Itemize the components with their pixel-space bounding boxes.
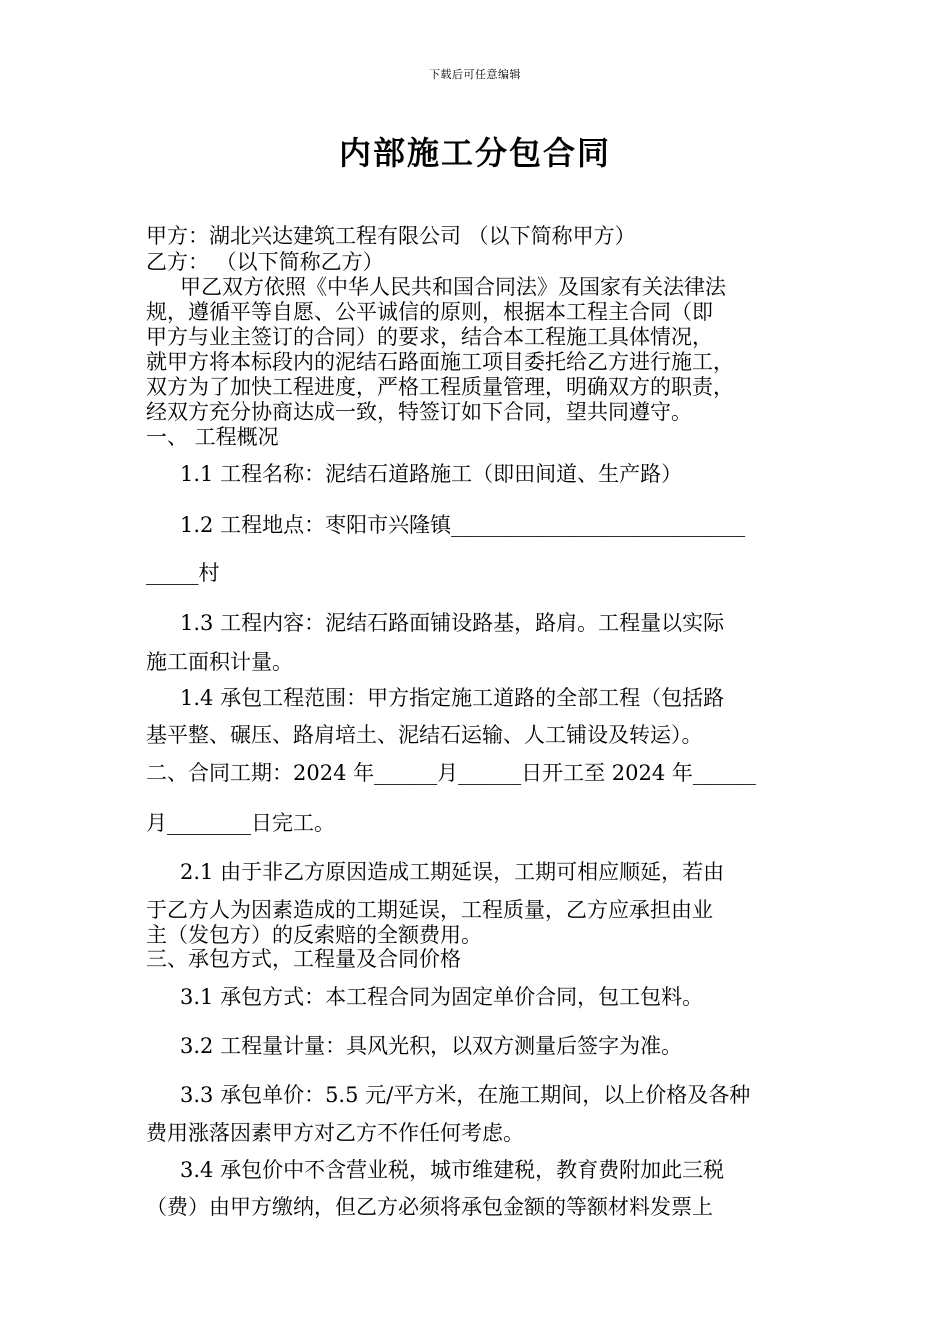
clause-1-1: 1.1 工程名称：泥结石道路施工（即田间道、生产路） [180,462,683,486]
clause-2-1-cont-1: 于乙方人为因素造成的工期延误，工程质量，乙方应承担由业 [146,898,713,922]
section-3-heading: 三、承包方式，工程量及合同价格 [146,947,461,971]
preamble-line-1: 甲乙双方依照《中华人民共和国合同法》及国家有关法律法 [180,275,726,299]
section-2-heading: 二、合同工期：2024 年______月______日开工至 2024 年______ [146,761,756,785]
document-title: 内部施工分包合同 [338,134,611,172]
clause-1-4: 1.4 承包工程范围：甲方指定施工道路的全部工程（包括路 [180,686,725,710]
clause-3-2: 3.2 工程量计量：具风光积，以双方测量后签字为准。 [180,1034,683,1058]
preamble-line-2: 规，遵循平等自愿、公平诚信的原则，根据本工程主合同（即 [146,300,713,324]
preamble-line-6: 经双方充分协商达成一致，特签订如下合同，望共同遵守。 [146,400,692,424]
party-b-line: 乙方： （以下简称乙方） [146,250,384,274]
clause-1-3-cont: 施工面积计量。 [146,650,293,674]
clause-1-2-cont: _____村 [146,561,220,585]
section-1-heading: 一、 工程概况 [146,425,279,449]
clause-1-2: 1.2 工程地点：枣阳市兴隆镇____________________________ [180,513,746,537]
header-note: 下载后可任意编辑 [429,68,521,81]
preamble-line-3: 甲方与业主签订的合同）的要求，结合本工程施工具体情况， [146,325,713,349]
clause-1-4-cont: 基平整、碾压、路肩培土、泥结石运输、人工铺设及转运）。 [146,723,703,747]
clause-3-4: 3.4 承包价中不含营业税，城市维建税，教育费附加此三税 [180,1158,725,1182]
clause-3-3: 3.3 承包单价：5.5 元/平方米，在施工期间，以上价格及各种 [180,1083,751,1107]
preamble-line-4: 就甲方将本标段内的泥结石路面施工项目委托给乙方进行施工， [146,350,734,374]
party-a-line: 甲方：湖北兴达建筑工程有限公司 （以下简称甲方） [146,224,636,248]
clause-3-1: 3.1 承包方式：本工程合同为固定单价合同，包工包料。 [180,985,704,1009]
clause-1-3: 1.3 工程内容：泥结石路面铺设路基，路肩。工程量以实际 [180,611,725,635]
clause-3-3-cont: 费用涨落因素甲方对乙方不作任何考虑。 [146,1121,524,1145]
clause-2-1-cont-2: 主（发包方）的反索赔的全额费用。 [146,923,482,947]
preamble-line-5: 双方为了加快工程进度，严格工程质量管理，明确双方的职责， [146,375,734,399]
clause-3-4-cont: （费）由甲方缴纳，但乙方必须将承包金额的等额材料发票上 [146,1195,713,1219]
clause-2-1: 2.1 由于非乙方原因造成工期延误，工期可相应顺延，若由 [180,860,725,884]
section-2-cont: 月________日完工。 [146,811,335,835]
